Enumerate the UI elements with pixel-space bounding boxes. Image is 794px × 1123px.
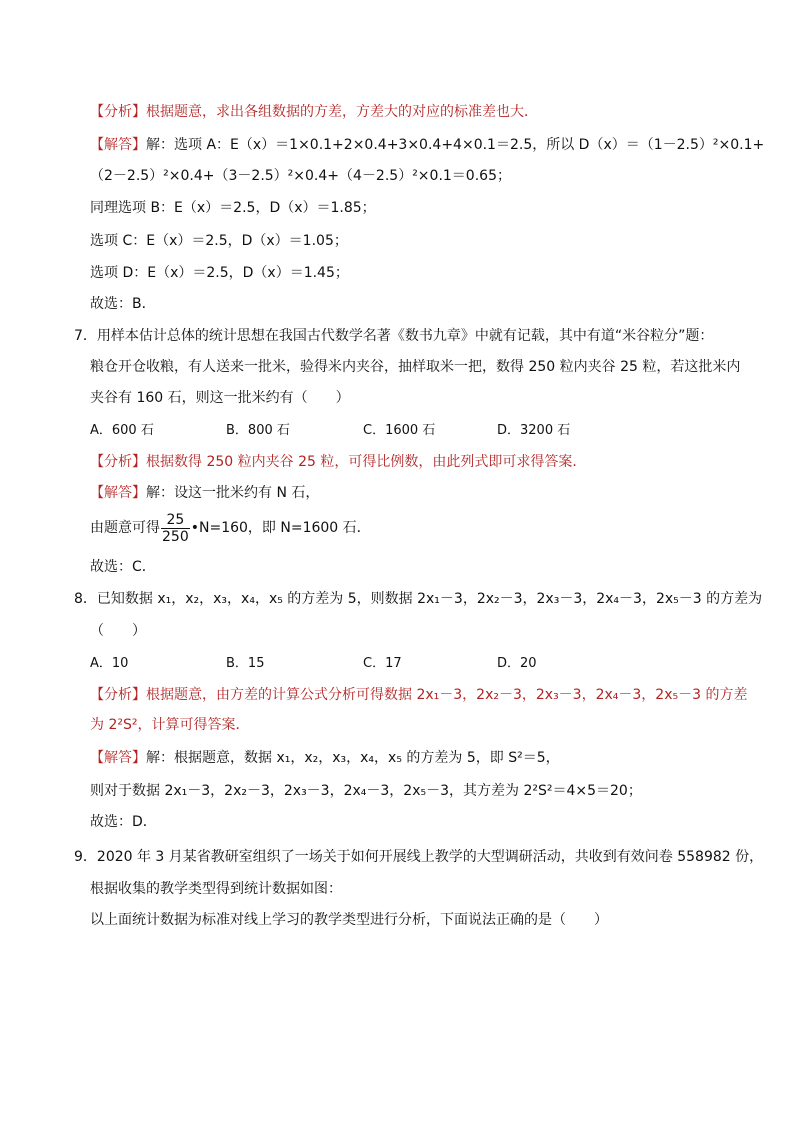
q7-option-c: C．1600 石 bbox=[363, 423, 436, 438]
q7-option-d: D．3200 石 bbox=[497, 423, 571, 438]
q9-stem-line-2: 根据收集的教学类型得到统计数据如图： bbox=[90, 881, 342, 897]
answer-tag: 【解答】 bbox=[90, 750, 146, 766]
q7-choose-line: 故选：C． bbox=[90, 559, 156, 575]
analysis-tag: 【分析】 bbox=[90, 454, 146, 470]
q7-option-b: B．800 石 bbox=[226, 423, 290, 438]
q7-analysis-text: 根据数得 250 粒内夹谷 25 粒，可得比例数，由此列式即可求得答案． bbox=[146, 454, 587, 470]
prev-analysis-text: 根据题意，求出各组数据的方差，方差大的对应的标准差也大． bbox=[146, 104, 538, 120]
q7-option-a: A．600 石 bbox=[90, 423, 154, 438]
q8-answer-line-1 bbox=[90, 749, 560, 767]
q7-stem-line-3: 夹谷有 160 石，则这一批米约有（ ） bbox=[90, 390, 350, 406]
prev-analysis-line bbox=[90, 103, 538, 121]
analysis-tag: 【分析】 bbox=[90, 104, 146, 120]
prev-answer-line-1 bbox=[90, 136, 764, 154]
q7-stem-line-1: 7．用样本估计总体的统计思想在我国古代数学名著《数书九章》中就有记载，其中有道“米谷粒分”题： bbox=[74, 328, 714, 344]
q8-stem-line-1: 8．已知数据 x₁，x₂，x₃，x₄，x₅ 的方差为 5，则数据 2x₁－3，2x₂－3，2x₃－3，2x₄－3，2x₅－3 的方差为 bbox=[74, 591, 763, 607]
q9-stem-line-1: 9．2020 年 3 月某省教研室组织了一场关于如何开展线上教学的大型调研活动，共收到有效问卷 558982 份， bbox=[74, 849, 764, 865]
prev-option-d-line: 选项 D：E（x）＝2.5，D（x）＝1.45； bbox=[90, 265, 349, 281]
q8-analysis-text-1: 根据题意，由方差的计算公式分析可得数据 2x₁－3，2x₂－3，2x₃－3，2x₄－3，2x₅－3 的方差 bbox=[146, 687, 748, 703]
prev-option-b-line: 同理选项 B：E（x）＝2.5，D（x）＝1.85； bbox=[90, 200, 376, 216]
q8-analysis-line-2 bbox=[90, 716, 249, 734]
q9-stem-line-3: 以上面统计数据为标准对线上学习的教学类型进行分析，下面说法正确的是（ ） bbox=[90, 912, 608, 928]
q7-frac-num: 25 bbox=[161, 512, 190, 529]
q7-stem-line-2: 粮仓开仓收粮，有人送来一批米，验得米内夹谷，抽样取米一把，数得 250 粒内夹谷 25 粒，若这批米内 bbox=[90, 359, 741, 375]
answer-tag: 【解答】 bbox=[90, 137, 146, 153]
q8-choose-line: 故选：D． bbox=[90, 814, 157, 830]
q8-analysis-line-1 bbox=[90, 686, 747, 704]
q8-option-b: B．15 bbox=[226, 656, 265, 671]
prev-option-c-line: 选项 C：E（x）＝2.5，D（x）＝1.05； bbox=[90, 233, 348, 249]
prev-answer-line-2: （2－2.5）²×0.4+（3－2.5）²×0.4+（4－2.5）²×0.1＝0.65； bbox=[90, 168, 511, 184]
q8-option-c: C．17 bbox=[363, 656, 402, 671]
answer-tag: 【解答】 bbox=[90, 485, 146, 501]
q7-analysis-line bbox=[90, 453, 586, 471]
q7-equation-line bbox=[90, 510, 371, 546]
q8-option-a: A．10 bbox=[90, 656, 129, 671]
prev-answer-text-1: 解：选项 A：E（x）＝1×0.1+2×0.4+3×0.4+4×0.1＝2.5，所以 D（x）＝（1－2.5）²×0.1+ bbox=[146, 137, 765, 153]
prev-choose-line: 故选：B． bbox=[90, 296, 156, 312]
q7-frac-den: 250 bbox=[162, 528, 189, 545]
q8-answer-line-2: 则对于数据 2x₁－3，2x₂－3，2x₃－3，2x₄－3，2x₅－3，其方差为 2²S²＝4×5＝20； bbox=[90, 783, 642, 799]
q8-stem-line-2: （ ） bbox=[90, 623, 146, 639]
q7-answer-line bbox=[90, 484, 319, 502]
q7-eq-prefix: 由题意可得 bbox=[90, 520, 160, 536]
q7-answer-text: 解：设这一批米约有 N 石， bbox=[146, 485, 320, 501]
q7-fraction bbox=[161, 512, 190, 545]
q7-eq-suffix: •N=160，即 N=1600 石． bbox=[190, 520, 371, 536]
analysis-tag: 【分析】 bbox=[90, 687, 146, 703]
q8-answer-text-1: 解：根据题意，数据 x₁，x₂，x₃，x₄，x₅ 的方差为 5，即 S²＝5， bbox=[146, 750, 560, 766]
q8-option-d: D．20 bbox=[497, 656, 537, 671]
q8-analysis-text-2: 为 2²S²，计算可得答案． bbox=[90, 717, 250, 733]
